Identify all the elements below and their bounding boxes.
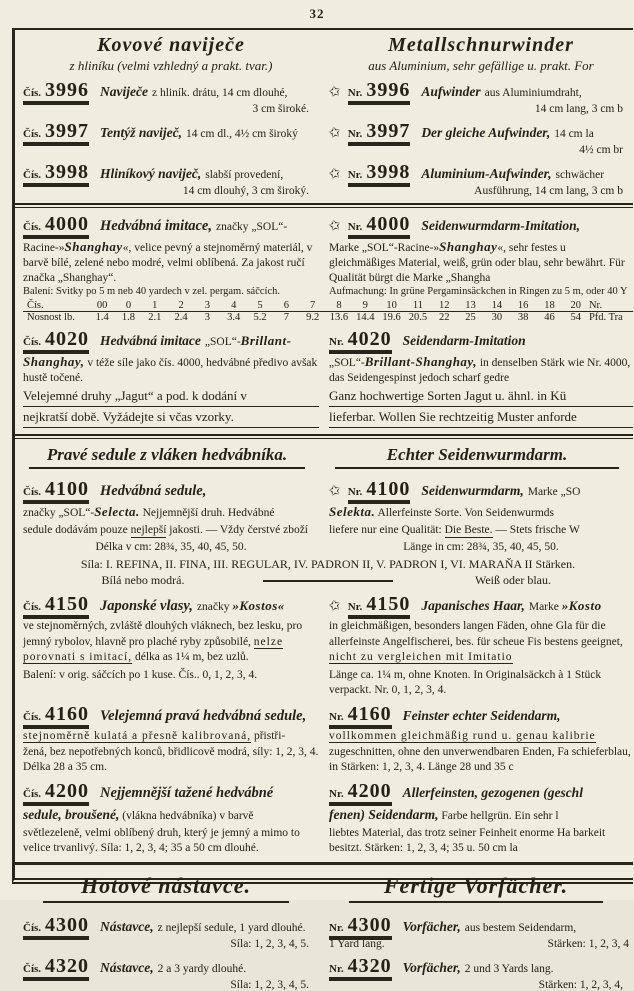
- catalog-number-de: [329, 329, 392, 352]
- table-cell: 2.1: [148, 311, 162, 323]
- section-subtitle-cz: z hliníku (velmi vzhledný a prakt. tvar.): [69, 58, 273, 73]
- item-4200: [23, 781, 633, 856]
- page-number: 32: [309, 6, 325, 21]
- catalog-prefix: Čís.: [23, 788, 42, 801]
- item-3996: [23, 80, 633, 115]
- catalog-num: 4160: [45, 702, 90, 725]
- star-icon: ✩: [327, 482, 343, 500]
- body-text: délka as 1¼ m, bez uzlů.: [132, 651, 249, 664]
- product-body: [329, 523, 633, 538]
- packing-note: Balení: Svitky po 5 m neb 40 yardech v zel. pergam. sáčcích.: [23, 285, 280, 297]
- product-name: Velejemná pravá hedvábná sedule,: [100, 707, 307, 724]
- catalog-num: 4100: [366, 477, 411, 500]
- catalog-prefix: Čís.: [23, 335, 42, 348]
- underlined-text: stejnoměrně kulatá a přesně kalibrovaná,: [23, 729, 252, 742]
- product-desc: schwächer: [555, 169, 605, 181]
- strength-table: [23, 300, 633, 323]
- catalog-number-de: [329, 781, 392, 804]
- body-text: zugeschnitten, ohne den unverwendbaren Enden, Fa schieferblau, in Stärken: 1, 2, 3, 4. Länge 28 und 35 c: [329, 746, 631, 774]
- catalog-number-cz: [23, 329, 89, 352]
- catalog-num: 3998: [366, 161, 411, 183]
- catalog-number-de: [348, 121, 411, 144]
- table-cell: Nosnost lb.: [27, 311, 75, 323]
- body-text: Farbe hellgrün. Ein sehr l: [441, 810, 559, 823]
- catalog-num: 3998: [45, 161, 90, 183]
- product-name: Hedvábná sedule,: [100, 482, 207, 499]
- catalog-number-cz: [23, 479, 89, 502]
- product-name: Vorfächer,: [402, 919, 461, 935]
- catalog-prefix: Čís.: [23, 169, 42, 181]
- table-cell: 12: [438, 299, 450, 311]
- body-text: v téže síle jako čís. 4000, hedvábné předivo avšak hustě točené.: [23, 356, 318, 384]
- product-body: [329, 239, 633, 286]
- table-cell: Čís.: [27, 299, 44, 311]
- item-3998: [23, 162, 633, 197]
- product-desc-2: Ausführung, 14 cm lang, 3 cm b: [474, 185, 623, 197]
- product-body: [329, 504, 633, 521]
- product-desc: aus Aluminiumdraht,: [484, 87, 582, 99]
- color-note-de: Weiß oder blau.: [474, 573, 551, 588]
- strength-note: Síla: 1, 2, 3, 4, 5.: [230, 979, 309, 991]
- underlined-text: nelze porovnati s imitací,: [23, 635, 284, 664]
- catalog-num: 4300: [45, 914, 90, 937]
- catalog-prefix: Nr.: [329, 710, 344, 723]
- body-text: (vlákna hedvábníka) v barvě: [122, 810, 254, 823]
- packing-note: Balení: v orig. sáčcích po 1 kuse. Čís.. 0, 1, 2, 3, 4.: [23, 668, 258, 681]
- length-note: 1 Yard lang.: [329, 938, 385, 951]
- brand-name: Shanghay,: [23, 353, 85, 369]
- product-desc: 14 cm la: [554, 128, 594, 140]
- underlined-text: vollkommen gleichmäßig rund u. genau kalibrie: [329, 729, 596, 742]
- table-cell: 2: [178, 299, 184, 311]
- product-desc: značky: [196, 601, 233, 614]
- star-icon: ✩: [327, 217, 343, 236]
- product-name: Nástavce,: [100, 960, 154, 976]
- strength-note: Stärken: 1, 2, 3, 4,: [538, 979, 623, 991]
- table-cell: 0: [125, 299, 132, 311]
- body-text: liefere nur eine Qualität:: [329, 523, 445, 536]
- catalog-prefix: Nr.: [329, 788, 344, 801]
- color-line: [23, 573, 633, 588]
- strength-note: Stärken: 1, 2, 3, 4: [547, 938, 629, 951]
- table-cell: 54: [570, 311, 582, 323]
- product-body: [23, 806, 319, 824]
- section-title-cz: Kovové naviječe: [97, 34, 245, 56]
- catalog-num: 3997: [45, 120, 90, 142]
- delivery-note: Velejemné druhy „Jagut“ a pod. k dodání v: [23, 386, 319, 407]
- section-divider: [15, 434, 633, 439]
- body-text: liebtes Material, das trotz seiner Feinheit enorme Ha barkeit besitzt. Stärken: 1, 2, 3, 4; 35 u. 50 cm la: [329, 827, 606, 855]
- product-desc: 14 cm dl., 4½ cm široký: [186, 128, 298, 140]
- catalog-prefix: Nr.: [329, 922, 344, 935]
- catalog-number-cz: [23, 915, 89, 938]
- body-text: žená, bez nepotřebných konců, břidlicově modrá, síly: 1, 2, 3, 4. Délka 28 a 35 cm.: [23, 746, 319, 774]
- star-icon: ✩: [327, 83, 343, 102]
- item-4000: [23, 214, 633, 297]
- table-cell: 2.4: [174, 311, 188, 323]
- body-text: in denselben Stärk wie Nr. 4000, das Seidengespinst jedoch scharf gedre: [329, 356, 631, 384]
- product-body: [23, 239, 319, 286]
- catalog-prefix: Nr.: [347, 87, 363, 99]
- section-divider: [15, 203, 633, 208]
- product-name: Der gleiche Aufwinder,: [421, 125, 551, 140]
- product-desc: Marke: [528, 601, 562, 614]
- product-name: Hedvábná imitace,: [100, 218, 212, 234]
- item-4150: [23, 594, 633, 697]
- product-name: Hedvábná imitace: [100, 332, 201, 348]
- catalog-number-cz: [23, 594, 89, 617]
- body-text: «, velice pevný a stejnoměrný materiál, v barvě bílé, zelené nebo modré, velmi oblíbená. Za jakost ručí značka „Shanghay“.: [23, 242, 313, 284]
- section-head-cz: Hotové nástavce.: [43, 873, 289, 903]
- item-3997: [23, 121, 633, 156]
- delivery-note: nejkratší době. Vyžádejte si včas vzorky.: [23, 407, 319, 428]
- table-cell: Pfd. Tra: [588, 311, 623, 323]
- item-4300: [23, 915, 633, 950]
- table-cell: 46: [544, 311, 555, 323]
- body-text: Marke „SOL“-Racine-»: [329, 242, 440, 254]
- catalog-number-cz: [23, 80, 89, 103]
- table-cell: 38: [517, 311, 529, 323]
- section-winders-headers: [23, 34, 633, 74]
- item-4160: [23, 704, 633, 776]
- table-cell: 5.2: [253, 311, 267, 323]
- catalog-number-de: [348, 214, 411, 237]
- table-cell: 3: [204, 299, 211, 311]
- catalog-prefix: Nr.: [329, 335, 344, 348]
- product-name: Nástavce,: [100, 919, 154, 935]
- strength-grades-line: Síla: I. REFINA, II. FINA, III. REGULAR, IV. PADRON II, V. PADRON I, VI. MARAŇA II Stärken.: [80, 556, 576, 571]
- catalog-prefix: Čís.: [23, 221, 42, 233]
- catalog-num: 4020: [347, 327, 392, 350]
- strength-note: Síla: 1, 2, 3, 4, 5.: [230, 938, 309, 951]
- color-note-cz: Bílá nebo modrá.: [101, 573, 185, 588]
- product-desc: z nejlepší sedule, 1 yard dlouhé.: [157, 922, 306, 935]
- section-subtitle-de: aus Aluminium, sehr gefällige u. prakt. For: [368, 58, 594, 73]
- catalog-prefix: Čís.: [23, 601, 42, 614]
- catalog-num: 4160: [347, 702, 392, 725]
- delivery-note: Ganz hochwertige Sorten Jagut u. ähnl. in Kü: [329, 386, 633, 407]
- body-text: ve stejnoměrných, zvláště dlouhých vláknech, bez lesku, pro jemný rybolov, hlavně pro plaché ryby způsobilé,: [23, 620, 303, 648]
- catalog-number-cz: [23, 704, 89, 727]
- underlined-text: nicht zu vergleichen mit Imitatio: [329, 651, 513, 664]
- table-row-capacity: [23, 312, 633, 323]
- table-cell: 25: [465, 311, 476, 323]
- table-cell: Nr.: [588, 299, 603, 311]
- product-name: Japanisches Haar,: [421, 598, 525, 614]
- catalog-number-cz: [23, 214, 89, 237]
- product-name: Aufwinder: [421, 84, 481, 99]
- product-name: Tentýž naviječ,: [100, 125, 183, 140]
- body-text: „SOL“-: [329, 356, 365, 369]
- star-icon: ✩: [327, 598, 343, 616]
- catalog-num: 4020: [45, 327, 90, 350]
- table-cell: 30: [491, 311, 503, 323]
- catalog-number-de: [329, 915, 392, 938]
- product-name: Hliníkový naviječ,: [100, 166, 202, 181]
- product-body: [23, 619, 319, 666]
- length-note: Délka v cm: 28¾, 35, 40, 45, 50.: [95, 540, 247, 553]
- table-cell: 7: [283, 311, 289, 323]
- product-body: [329, 619, 633, 666]
- body-text: jakosti. — Vždy čerstvé zboží: [166, 523, 308, 536]
- body-text: in gleichmäßigen, besonders langen Fäden, ohne Gla für die allerfeinste Angelfischerei, bes. für scheue Fis bestens geeignet,: [329, 620, 623, 648]
- product-desc: 2 und 3 Yards lang.: [464, 963, 554, 976]
- catalog-number-cz: [23, 781, 89, 804]
- table-cell: 11: [412, 299, 423, 311]
- catalog-prefix: Čís.: [23, 87, 42, 99]
- star-icon: ✩: [327, 165, 343, 184]
- body-text: Allerfeinste Sorte. Von Seidenwurmds: [375, 506, 555, 519]
- catalog-num: 4320: [45, 955, 90, 978]
- catalog-prefix: Čís.: [23, 963, 42, 976]
- catalog-number-cz: [23, 162, 89, 185]
- table-cell: 8: [336, 299, 342, 311]
- center-rule: [263, 580, 393, 582]
- packing-note: Aufmachung: In grüne Pergaminsäckchen in Ringen zu 5 m, oder 40 Y: [329, 285, 628, 297]
- table-row-sizes: [23, 300, 633, 312]
- table-cell: 1.4: [95, 311, 109, 323]
- product-name: Vorfächer,: [402, 960, 461, 976]
- body-text: světlezeleně, velmi oblíbený druh, který je jemný a mimo to velice trvanlivý. Síla: 1, 2, 3, 4; 35 a 50 cm dlouhé.: [23, 827, 300, 855]
- table-cell: 3: [204, 311, 211, 323]
- product-name: Feinster echter Seidendarm,: [402, 707, 561, 723]
- catalog-number-de: [329, 704, 392, 727]
- catalog-number-de: [348, 80, 411, 103]
- table-cell: 4: [231, 299, 237, 311]
- item-4320: [23, 956, 633, 991]
- catalog-number-cz: [23, 956, 89, 979]
- table-cell: 6: [283, 299, 289, 311]
- catalog-num: 4000: [366, 213, 411, 235]
- product-name: Seidendarm-Imitation: [402, 332, 526, 348]
- catalog-number-de: [348, 479, 411, 502]
- table-cell: 14.4: [356, 311, 375, 323]
- body-text: značky „SOL“-: [23, 506, 95, 519]
- catalog-num: 3996: [45, 79, 90, 101]
- table-cell: 1: [152, 299, 158, 311]
- catalog-num: 4100: [45, 477, 90, 500]
- body-text: přistři-: [251, 729, 286, 742]
- table-cell: 14: [491, 299, 503, 311]
- brand-name: »Kosto: [561, 598, 602, 614]
- catalog-num: 4200: [45, 780, 90, 803]
- item-4100: [23, 479, 633, 555]
- product-body: [23, 504, 319, 521]
- table-cell: 3.4: [227, 311, 241, 323]
- catalog-num: 3997: [366, 120, 411, 142]
- catalog-number-de: [348, 162, 411, 185]
- product-name: Allerfeinsten, gezogenen (geschl: [402, 785, 583, 801]
- length-note: Länge in cm: 28¾, 35, 40, 45, 50.: [403, 540, 559, 553]
- table-cell: 20.5: [408, 311, 428, 323]
- catalog-num: 4320: [347, 955, 392, 978]
- product-body: [329, 729, 633, 744]
- table-cell: 10: [386, 299, 397, 311]
- product-name: Japonské vlasy,: [100, 598, 193, 615]
- catalog-prefix: Nr.: [347, 601, 363, 614]
- body-text: Nejjemnější druh. Hedvábné: [139, 506, 275, 519]
- catalog-prefix: Nr.: [347, 221, 363, 233]
- catalog-prefix: Nr.: [347, 128, 363, 140]
- catalog-prefix: Nr.: [347, 485, 363, 498]
- product-body: [329, 354, 633, 386]
- catalog-prefix: Nr.: [347, 169, 363, 181]
- product-name: Seidenwurmdarm-Imitation,: [421, 218, 580, 233]
- product-name: Aluminium-Aufwinder,: [421, 166, 552, 181]
- product-name: Seidenwurmdarm,: [421, 482, 524, 498]
- section-leaders-headers: [23, 869, 633, 909]
- product-desc: aus bestem Seidendarm,: [464, 922, 577, 935]
- product-body: [23, 729, 319, 744]
- catalog-num: 4000: [45, 213, 90, 235]
- star-icon: ✩: [327, 124, 343, 143]
- table-cell: 16: [517, 299, 529, 311]
- catalog-num: 3996: [366, 79, 411, 101]
- body-text: Länge ca. 1¼ m, ohne Knoten. In Originalsäckch à 1 Stück verpackt. Nr. 0, 1, 2, 3, 4.: [329, 668, 602, 696]
- table-cell: 9: [362, 299, 368, 311]
- product-desc: slabší provedení,: [205, 169, 284, 181]
- product-name: Naviječe: [100, 84, 148, 99]
- product-desc-2: 14 cm lang, 3 cm b: [534, 103, 623, 115]
- product-name-2: sedule, broušené,: [23, 807, 120, 823]
- product-desc-2: 4½ cm br: [579, 144, 623, 156]
- product-body: [23, 354, 319, 386]
- body-text: «, sehr festes u gleichmäßiges Material, weiß, grün oder blau, sehr bewährt. Für Qualität bürgt die Marke „Shangha: [329, 242, 625, 284]
- table-cell: 13: [465, 299, 476, 311]
- catalog-prefix: Čís.: [23, 485, 42, 498]
- underlined-text: nejlepší: [130, 523, 167, 536]
- delivery-note: lieferbar. Wollen Sie rechtzeitig Muster anforde: [329, 407, 633, 428]
- product-body: [23, 523, 319, 538]
- product-name-2: fenen) Seidendarm,: [329, 807, 439, 823]
- product-desc: z hliník. drátu, 14 cm dlouhé,: [152, 87, 288, 99]
- catalog-number-de: [329, 956, 392, 979]
- section-head-de: Fertige Vorfächer.: [349, 873, 603, 903]
- brand-name: Shanghay: [439, 239, 498, 254]
- section-title-de: Metallschnurwinder: [388, 34, 574, 56]
- product-desc: „SOL“-: [204, 335, 241, 348]
- item-4020: [23, 329, 633, 428]
- table-cell: 19.6: [382, 311, 401, 323]
- section-head-cz: Pravé sedule z vláken hedvábníka.: [29, 445, 305, 469]
- brand-name: Shanghay: [64, 239, 123, 254]
- product-desc-2: 3 cm široké.: [252, 103, 309, 115]
- product-desc: Marke „SO: [527, 485, 581, 498]
- catalog-prefix: Čís.: [23, 128, 42, 140]
- catalog-number-de: [348, 594, 411, 617]
- product-desc: značky „SOL“-: [215, 221, 288, 233]
- section-gut-headers: [23, 443, 633, 473]
- product-body: [329, 806, 633, 824]
- brand-name: Selekta.: [329, 503, 376, 519]
- catalog-num: 4150: [366, 593, 411, 616]
- table-cell: 20: [570, 299, 582, 311]
- brand-name: Brillant-Shanghay,: [364, 353, 477, 369]
- body-text: — Stets frische W: [492, 523, 580, 536]
- table-cell: 1.8: [121, 311, 136, 323]
- catalog-prefix: Čís.: [23, 710, 42, 723]
- catalog-number-cz: [23, 121, 89, 144]
- table-cell: 13.6: [329, 311, 349, 323]
- table-cell: 18: [544, 299, 555, 311]
- section-head-de: Echter Seidenwurmdarm.: [335, 445, 619, 469]
- body-text: Racine-»: [23, 242, 65, 254]
- catalog-num: 4300: [347, 914, 392, 937]
- table-cell: 22: [438, 311, 450, 323]
- body-text: sedule dodávám pouze: [23, 523, 131, 536]
- table-cell: 7: [310, 299, 316, 311]
- underlined-text: Die Beste.: [444, 523, 493, 536]
- section-divider: [15, 862, 633, 865]
- product-desc: 2 a 3 yardy dlouhé.: [157, 963, 247, 976]
- table-cell: 00: [96, 299, 108, 311]
- brand-name: Brillant-: [240, 332, 292, 348]
- catalog-num: 4150: [45, 593, 90, 616]
- catalog-num: 4200: [347, 780, 392, 803]
- product-name: Nejjemnější tažené hedvábné: [100, 785, 274, 802]
- page-frame: [12, 28, 633, 991]
- table-cell: 9.2: [306, 311, 320, 323]
- catalog-prefix: Nr.: [329, 963, 344, 976]
- table-cell: 5: [257, 299, 263, 311]
- catalog-prefix: Čís.: [23, 922, 42, 935]
- brand-name: »Kostos«: [232, 598, 285, 614]
- brand-name: Selecta.: [94, 503, 140, 519]
- product-desc-2: 14 cm dlouhý, 3 cm široký.: [182, 185, 309, 197]
